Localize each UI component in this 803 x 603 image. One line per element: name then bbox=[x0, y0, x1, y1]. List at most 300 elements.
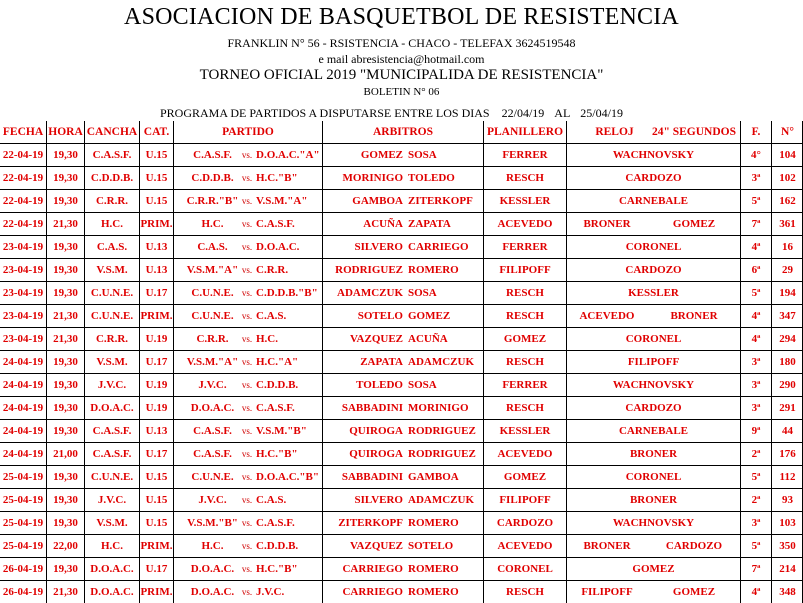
planillero-cell: KESSLER bbox=[499, 425, 551, 437]
tournament-title: TORNEO OFICIAL 2019 "MUNICIPALIDA DE RESISTENCIA" bbox=[199, 67, 604, 83]
referee-1: CARRIEGO bbox=[342, 563, 403, 575]
num-cell: 93 bbox=[782, 494, 793, 506]
row-divider bbox=[0, 258, 803, 259]
f-cell: 4ª bbox=[751, 241, 761, 253]
f-cell: 9ª bbox=[751, 425, 761, 437]
cancha-cell: C.D.D.B. bbox=[90, 172, 134, 184]
segundos-cell bbox=[648, 489, 740, 511]
col-partido: PARTIDO bbox=[222, 126, 274, 138]
cat-cell: U.19 bbox=[145, 402, 168, 414]
cat-cell: U.17 bbox=[145, 448, 168, 460]
visit-team: C.D.D.B. bbox=[256, 540, 299, 552]
table-row bbox=[0, 420, 803, 442]
planillero-cell: RESCH bbox=[506, 402, 544, 414]
hora-cell: 22,00 bbox=[53, 540, 78, 552]
table-row bbox=[0, 489, 803, 511]
referee-2: ROMERO bbox=[408, 264, 459, 276]
local-team: H.C. bbox=[201, 218, 224, 230]
vs-label: vs. bbox=[241, 265, 253, 275]
local-team: C.R.R. bbox=[196, 333, 229, 345]
local-team: C.U.N.E. bbox=[191, 471, 234, 483]
table-row bbox=[0, 190, 803, 212]
reloj-cell: BRONER bbox=[583, 218, 631, 230]
planillero-cell: FERRER bbox=[502, 379, 548, 391]
table-row bbox=[0, 213, 803, 235]
row-divider bbox=[0, 166, 803, 167]
mesa-cell: CARNEBALE bbox=[618, 425, 689, 437]
fecha-cell: 22-04-19 bbox=[2, 172, 44, 184]
row-divider bbox=[0, 350, 803, 351]
fecha-cell: 24-04-19 bbox=[2, 379, 44, 391]
cat-cell: U.15 bbox=[145, 471, 168, 483]
referee-1: ADAMCZUK bbox=[337, 287, 403, 299]
fecha-cell: 25-04-19 bbox=[2, 471, 44, 483]
program-line bbox=[160, 106, 623, 121]
planillero-cell: RESCH bbox=[506, 586, 544, 598]
visit-team: V.S.M."B" bbox=[256, 425, 307, 437]
f-cell: 4ª bbox=[751, 310, 761, 322]
mesa-cell: CARDOZO bbox=[625, 172, 682, 184]
cat-cell: U.19 bbox=[145, 379, 168, 391]
local-team: C.A.S.F. bbox=[193, 448, 232, 460]
reloj-cell: ACEVEDO bbox=[579, 310, 635, 322]
f-cell: 7ª bbox=[751, 218, 761, 230]
hora-cell: 19,30 bbox=[53, 172, 78, 184]
f-cell: 4ª bbox=[751, 333, 761, 345]
num-cell: 103 bbox=[779, 517, 796, 529]
row-divider bbox=[0, 511, 803, 512]
row-divider bbox=[0, 235, 803, 236]
referee-2: SOSA bbox=[408, 149, 437, 161]
fecha-cell: 22-04-19 bbox=[2, 218, 44, 230]
mesa-cell: FILIPOFF bbox=[627, 356, 680, 368]
segundos-cell: GOMEZ bbox=[672, 218, 716, 230]
visit-team: C.A.S.F. bbox=[256, 402, 295, 414]
hora-cell: 21,30 bbox=[53, 586, 78, 598]
column-divider bbox=[173, 121, 174, 603]
row-divider bbox=[0, 442, 803, 443]
cancha-cell: C.A.S.F. bbox=[92, 425, 132, 437]
referee-2: SOTELO bbox=[408, 540, 454, 552]
table-row bbox=[0, 535, 803, 557]
row-divider bbox=[0, 465, 803, 466]
planillero-cell: RESCH bbox=[506, 356, 544, 368]
cat-cell: U.15 bbox=[145, 172, 168, 184]
cat-cell: PRIM. bbox=[140, 218, 173, 230]
fecha-cell: 25-04-19 bbox=[2, 494, 44, 506]
cancha-cell: C.A.S.F. bbox=[92, 149, 132, 161]
visit-team: J.V.C. bbox=[256, 586, 285, 598]
vs-label: vs. bbox=[241, 587, 253, 597]
cat-cell: U.13 bbox=[145, 241, 168, 253]
hora-cell: 19,30 bbox=[53, 425, 78, 437]
vs-label: vs. bbox=[241, 357, 253, 367]
row-divider bbox=[0, 557, 803, 558]
f-cell: 2ª bbox=[751, 494, 761, 506]
table-row bbox=[0, 236, 803, 258]
hora-cell: 19,30 bbox=[53, 195, 78, 207]
f-cell: 5ª bbox=[751, 287, 761, 299]
planillero-cell: ACEVEDO bbox=[497, 540, 553, 552]
referee-2: RODRIGUEZ bbox=[408, 425, 476, 437]
referee-2: ROMERO bbox=[408, 517, 459, 529]
visit-team: V.S.M."A" bbox=[256, 195, 308, 207]
column-divider bbox=[322, 121, 323, 603]
planillero-cell: CORONEL bbox=[497, 563, 553, 575]
visit-team: H.C."A" bbox=[256, 356, 299, 368]
segundos-cell bbox=[648, 144, 740, 166]
table-row bbox=[0, 558, 803, 580]
fecha-cell: 23-04-19 bbox=[2, 333, 44, 345]
referee-2: GAMBOA bbox=[408, 471, 459, 483]
referee-1: MORINIGO bbox=[342, 172, 403, 184]
referee-2: CARRIEGO bbox=[408, 241, 469, 253]
cancha-cell: D.O.A.C. bbox=[90, 563, 134, 575]
fecha-cell: 25-04-19 bbox=[2, 517, 44, 529]
fecha-cell: 23-04-19 bbox=[2, 241, 44, 253]
reloj-cell: FILIPOFF bbox=[581, 586, 633, 598]
vs-label: vs. bbox=[241, 449, 253, 459]
referee-1: RODRIGUEZ bbox=[335, 264, 403, 276]
column-divider bbox=[139, 121, 140, 603]
hora-cell: 19,30 bbox=[53, 241, 78, 253]
f-cell: 6ª bbox=[751, 264, 761, 276]
mesa-cell: WACHNOVSKY bbox=[612, 517, 695, 529]
column-divider bbox=[740, 121, 741, 603]
vs-label: vs. bbox=[241, 219, 253, 229]
segundos-cell: CARDOZO bbox=[665, 540, 723, 552]
num-cell: 194 bbox=[779, 287, 796, 299]
cancha-cell: C.R.R. bbox=[95, 333, 129, 345]
visit-team: H.C. bbox=[256, 333, 278, 345]
mesa-cell: CARNEBALE bbox=[618, 195, 689, 207]
fecha-cell: 24-04-19 bbox=[2, 402, 44, 414]
row-divider bbox=[0, 189, 803, 190]
cat-cell: U.15 bbox=[145, 517, 168, 529]
col-planillero: PLANILLERO bbox=[486, 126, 564, 138]
referee-1: SABBADINI bbox=[341, 471, 403, 483]
local-team: D.O.A.C. bbox=[190, 563, 235, 575]
segundos-cell bbox=[648, 282, 740, 304]
col-cancha: CANCHA bbox=[86, 126, 138, 138]
f-cell: 5ª bbox=[751, 195, 761, 207]
referee-1: VAZQUEZ bbox=[350, 333, 403, 345]
table-row bbox=[0, 144, 803, 166]
segundos-cell bbox=[648, 236, 740, 258]
hora-cell: 21,30 bbox=[53, 310, 78, 322]
row-divider bbox=[0, 373, 803, 374]
referee-1: ACUÑA bbox=[363, 218, 403, 230]
referee-1: ZAPATA bbox=[360, 356, 403, 368]
cat-cell: U.15 bbox=[145, 195, 168, 207]
row-divider bbox=[0, 143, 803, 144]
date-from: 22/04/19 bbox=[501, 106, 545, 120]
mesa-cell: BRONER bbox=[629, 494, 678, 506]
num-cell: 348 bbox=[779, 586, 796, 598]
mesa-cell: CARDOZO bbox=[625, 402, 682, 414]
mesa-cell: KESSLER bbox=[628, 287, 679, 299]
vs-label: vs. bbox=[241, 288, 253, 298]
f-cell: 7ª bbox=[751, 563, 761, 575]
referee-1: QUIROGA bbox=[349, 425, 403, 437]
local-team: C.A.S.F. bbox=[193, 425, 232, 437]
referee-2: ROMERO bbox=[408, 586, 459, 598]
col-segundos: 24" SEGUNDOS bbox=[651, 126, 737, 138]
referee-1: GAMBOA bbox=[352, 195, 403, 207]
local-team: C.U.N.E. bbox=[191, 310, 234, 322]
num-cell: 350 bbox=[779, 540, 796, 552]
referee-2: MORINIGO bbox=[408, 402, 469, 414]
num-cell: 44 bbox=[782, 425, 793, 437]
local-team: C.A.S. bbox=[197, 241, 228, 253]
hora-cell: 19,30 bbox=[53, 264, 78, 276]
date-to: 25/04/19 bbox=[580, 106, 623, 120]
vs-label: vs. bbox=[241, 495, 253, 505]
program-text: PROGRAMA DE PARTIDOS A DISPUTARSE ENTRE LOS DIAS bbox=[160, 106, 490, 120]
page-title: ASOCIACION DE BASQUETBOL DE RESISTENCIA bbox=[124, 4, 679, 30]
planillero-cell: RESCH bbox=[506, 172, 544, 184]
cat-cell: U.15 bbox=[145, 149, 168, 161]
local-team: D.O.A.C. bbox=[190, 586, 235, 598]
column-divider bbox=[46, 121, 47, 603]
referee-1: SILVERO bbox=[354, 241, 403, 253]
vs-label: vs. bbox=[241, 196, 253, 206]
visit-team: C.A.S.F. bbox=[256, 218, 295, 230]
cancha-cell: V.S.M. bbox=[96, 264, 128, 276]
visit-team: D.O.A.C."A" bbox=[256, 149, 320, 161]
cat-cell: U.15 bbox=[145, 494, 168, 506]
row-divider bbox=[0, 396, 803, 397]
referee-1: GOMEZ bbox=[360, 149, 403, 161]
fecha-cell: 24-04-19 bbox=[2, 356, 44, 368]
hora-cell: 19,30 bbox=[53, 379, 78, 391]
address-line: FRANKLIN N° 56 - RSISTENCIA - CHACO - TELEFAX 3624519548 bbox=[227, 36, 576, 50]
cancha-cell: C.A.S.F. bbox=[92, 448, 132, 460]
referee-1: QUIROGA bbox=[349, 448, 403, 460]
vs-label: vs. bbox=[241, 242, 253, 252]
fecha-cell: 25-04-19 bbox=[2, 540, 44, 552]
vs-label: vs. bbox=[241, 541, 253, 551]
referee-1: SABBADINI bbox=[341, 402, 403, 414]
local-team: V.S.M."A" bbox=[186, 264, 239, 276]
cat-cell: U.17 bbox=[145, 287, 168, 299]
mesa-cell: BRONER bbox=[629, 448, 678, 460]
row-divider bbox=[0, 304, 803, 305]
planillero-cell: FILIPOFF bbox=[499, 264, 551, 276]
cat-cell: U.19 bbox=[145, 333, 168, 345]
row-divider bbox=[0, 212, 803, 213]
col-arbitros: ARBITROS bbox=[372, 126, 434, 138]
cancha-cell: V.S.M. bbox=[96, 517, 128, 529]
fecha-cell: 22-04-19 bbox=[2, 195, 44, 207]
num-cell: 104 bbox=[779, 149, 796, 161]
date-al: AL bbox=[554, 106, 571, 120]
referee-2: RODRIGUEZ bbox=[408, 448, 476, 460]
f-cell: 3ª bbox=[751, 402, 761, 414]
local-team: V.S.M."A" bbox=[186, 356, 239, 368]
vs-label: vs. bbox=[241, 426, 253, 436]
mesa-cell: GOMEZ bbox=[632, 563, 675, 575]
table-row bbox=[0, 581, 803, 603]
table-row bbox=[0, 374, 803, 396]
referee-2: SOSA bbox=[408, 379, 437, 391]
table-header bbox=[0, 121, 803, 143]
vs-label: vs. bbox=[241, 311, 253, 321]
col-reloj: RELOJ bbox=[595, 126, 634, 138]
referee-2: ROMERO bbox=[408, 563, 459, 575]
vs-label: vs. bbox=[241, 564, 253, 574]
row-divider bbox=[0, 327, 803, 328]
segundos-cell bbox=[648, 397, 740, 419]
table-row bbox=[0, 443, 803, 465]
segundos-cell bbox=[648, 512, 740, 534]
local-team: V.S.M."B" bbox=[187, 517, 238, 529]
cancha-cell: D.O.A.C. bbox=[90, 586, 134, 598]
table-row bbox=[0, 512, 803, 534]
row-divider bbox=[0, 488, 803, 489]
planillero-cell: CARDOZO bbox=[496, 517, 554, 529]
hora-cell: 19,30 bbox=[53, 356, 78, 368]
cat-cell: U.17 bbox=[145, 563, 168, 575]
cat-cell: PRIM. bbox=[140, 310, 173, 322]
fecha-cell: 22-04-19 bbox=[2, 149, 44, 161]
planillero-cell: GOMEZ bbox=[503, 471, 547, 483]
referee-2: ZAPATA bbox=[408, 218, 451, 230]
vs-label: vs. bbox=[241, 403, 253, 413]
cancha-cell: J.V.C. bbox=[97, 494, 127, 506]
planillero-cell: FILIPOFF bbox=[499, 494, 551, 506]
planillero-cell: FERRER bbox=[502, 241, 548, 253]
referee-2: GOMEZ bbox=[408, 310, 451, 322]
cancha-cell: J.V.C. bbox=[97, 379, 127, 391]
num-cell: 214 bbox=[779, 563, 796, 575]
cancha-cell: C.U.N.E. bbox=[90, 471, 134, 483]
segundos-cell bbox=[648, 351, 740, 373]
local-team: C.A.S.F. bbox=[193, 149, 232, 161]
f-cell: 5ª bbox=[751, 540, 761, 552]
cat-cell: U.13 bbox=[145, 425, 168, 437]
visit-team: H.C."B" bbox=[256, 172, 298, 184]
col-fecha: FECHA bbox=[2, 126, 44, 138]
cancha-cell: H.C. bbox=[101, 540, 123, 552]
cat-cell: U.17 bbox=[145, 356, 168, 368]
cancha-cell: C.U.N.E. bbox=[90, 310, 134, 322]
cat-cell: U.13 bbox=[145, 264, 168, 276]
visit-team: D.O.A.C."B" bbox=[256, 471, 319, 483]
column-divider bbox=[771, 121, 772, 603]
mesa-cell: CORONEL bbox=[625, 241, 682, 253]
num-cell: 176 bbox=[779, 448, 796, 460]
f-cell: 3ª bbox=[751, 356, 761, 368]
num-cell: 16 bbox=[782, 241, 793, 253]
local-team: J.V.C. bbox=[198, 379, 227, 391]
col-f: F. bbox=[751, 126, 761, 138]
vs-label: vs. bbox=[241, 380, 253, 390]
hora-cell: 19,30 bbox=[53, 517, 78, 529]
column-divider bbox=[84, 121, 85, 603]
bulletin-number: BOLETIN N° 06 bbox=[363, 86, 440, 98]
col-cat: CAT. bbox=[143, 126, 170, 138]
visit-team: C.A.S. bbox=[256, 494, 287, 506]
reloj-cell: BRONER bbox=[583, 540, 631, 552]
segundos-cell bbox=[648, 443, 740, 465]
visit-team: C.D.D.B."B" bbox=[256, 287, 318, 299]
local-team: J.V.C. bbox=[198, 494, 227, 506]
segundos-cell bbox=[648, 466, 740, 488]
visit-team: H.C."B" bbox=[256, 448, 298, 460]
fecha-cell: 26-04-19 bbox=[2, 586, 44, 598]
table-row bbox=[0, 328, 803, 350]
f-cell: 3ª bbox=[751, 379, 761, 391]
column-divider bbox=[566, 121, 567, 603]
f-cell: 3ª bbox=[751, 517, 761, 529]
planillero-cell: FERRER bbox=[502, 149, 548, 161]
fecha-cell: 24-04-19 bbox=[2, 448, 44, 460]
visit-team: H.C."B" bbox=[256, 563, 298, 575]
vs-label: vs. bbox=[241, 150, 253, 160]
row-divider bbox=[0, 534, 803, 535]
referee-2: ADAMCZUK bbox=[408, 356, 474, 368]
num-cell: 347 bbox=[779, 310, 796, 322]
segundos-cell: BRONER bbox=[670, 310, 718, 322]
segundos-cell: GOMEZ bbox=[672, 586, 716, 598]
num-cell: 112 bbox=[779, 471, 796, 483]
col-num: N° bbox=[781, 126, 794, 138]
f-cell: 4ª bbox=[751, 586, 761, 598]
table-row bbox=[0, 466, 803, 488]
column-divider bbox=[483, 121, 484, 603]
mesa-cell: WACHNOVSKY bbox=[612, 149, 695, 161]
f-cell: 4° bbox=[751, 149, 761, 161]
num-cell: 29 bbox=[782, 264, 793, 276]
row-divider bbox=[0, 281, 803, 282]
segundos-cell bbox=[648, 420, 740, 442]
num-cell: 361 bbox=[779, 218, 796, 230]
planillero-cell: ACEVEDO bbox=[497, 448, 553, 460]
schedule-table bbox=[0, 121, 803, 603]
local-team: C.R.R."B" bbox=[186, 195, 239, 207]
cat-cell: PRIM. bbox=[140, 540, 173, 552]
planillero-cell: GOMEZ bbox=[503, 333, 547, 345]
referee-1: SOTELO bbox=[357, 310, 403, 322]
f-cell: 5ª bbox=[751, 471, 761, 483]
hora-cell: 19,30 bbox=[53, 563, 78, 575]
visit-team: C.R.R. bbox=[256, 264, 289, 276]
hora-cell: 19,30 bbox=[53, 471, 78, 483]
fecha-cell: 24-04-19 bbox=[2, 425, 44, 437]
cancha-cell: C.U.N.E. bbox=[90, 287, 134, 299]
num-cell: 291 bbox=[779, 402, 796, 414]
cancha-cell: H.C. bbox=[101, 218, 123, 230]
table-row bbox=[0, 282, 803, 304]
table-row bbox=[0, 351, 803, 373]
mesa-cell: WACHNOVSKY bbox=[612, 379, 695, 391]
referee-1: TOLEDO bbox=[356, 379, 403, 391]
cat-cell: PRIM. bbox=[140, 586, 173, 598]
row-divider bbox=[0, 419, 803, 420]
segundos-cell bbox=[648, 259, 740, 281]
segundos-cell bbox=[648, 328, 740, 350]
referee-1: CARRIEGO bbox=[342, 586, 403, 598]
planillero-cell: RESCH bbox=[506, 310, 544, 322]
hora-cell: 21,30 bbox=[53, 333, 78, 345]
cancha-cell: C.R.R. bbox=[95, 195, 129, 207]
referee-2: ADAMCZUK bbox=[408, 494, 474, 506]
cancha-cell: C.A.S. bbox=[96, 241, 128, 253]
hora-cell: 21,00 bbox=[53, 448, 78, 460]
hora-cell: 21,30 bbox=[53, 218, 78, 230]
fecha-cell: 23-04-19 bbox=[2, 264, 44, 276]
